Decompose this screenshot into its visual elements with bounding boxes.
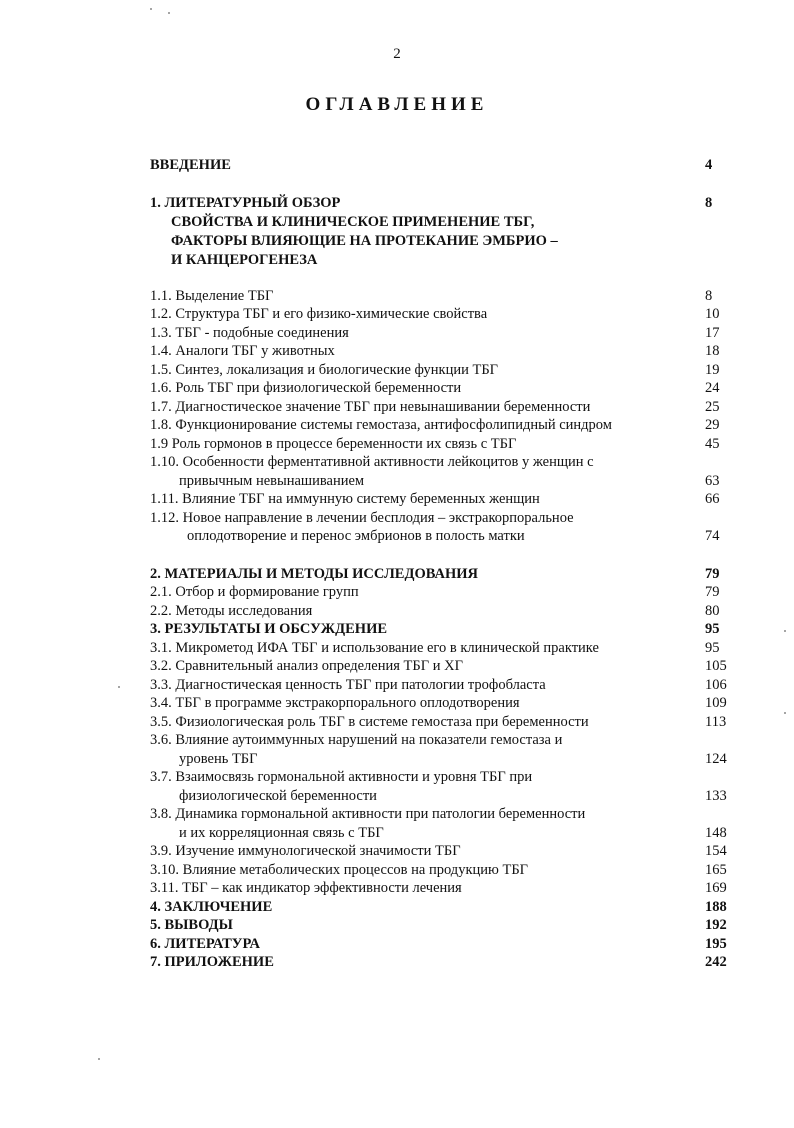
toc-entry-page: 63 xyxy=(705,473,720,489)
toc-entry-page: 4 xyxy=(705,157,713,173)
toc-entry-text: и их корреляционная связь с ТБГ xyxy=(179,825,384,841)
toc-entry-text: 1.7. Диагностическое значение ТБГ при невынашивании беременности xyxy=(150,399,591,415)
toc-entry-text: 1.10. Особенности ферментативной активности лейкоцитов у женщин с xyxy=(150,454,594,470)
toc-entry-page: 19 xyxy=(705,362,720,378)
toc-entry-text: 4. ЗАКЛЮЧЕНИЕ xyxy=(150,899,273,915)
toc-entry-text: 3.3. Диагностическая ценность ТБГ при патологии трофобласта xyxy=(150,677,546,693)
toc-entry-page: 154 xyxy=(705,843,727,859)
toc-entry-text: 1.4. Аналоги ТБГ у животных xyxy=(150,343,335,359)
toc-entry-page: 80 xyxy=(705,603,720,619)
toc-entry-page: 45 xyxy=(705,436,720,452)
toc-entry-page: 188 xyxy=(705,899,727,915)
toc-entry-page: 24 xyxy=(705,380,720,396)
toc-entry-page: 74 xyxy=(705,528,720,544)
toc-entry-text: 7. ПРИЛОЖЕНИЕ xyxy=(150,954,274,970)
toc-entry-page: 25 xyxy=(705,399,720,415)
toc-entry-page: 95 xyxy=(705,621,720,637)
toc-entry-text: 3.8. Динамика гормональной активности при патологии беременности xyxy=(150,806,586,822)
toc-entry-text: ВВЕДЕНИЕ xyxy=(150,157,231,173)
toc-entry-text: И КАНЦЕРОГЕНЕЗА xyxy=(171,252,318,268)
toc-entry-text: оплодотворение и перенос эмбрионов в полость матки xyxy=(187,528,525,544)
toc-entry-page: 8 xyxy=(705,195,713,211)
toc-entry-text: 1.12. Новое направление в лечении бесплодия – экстракорпоральное xyxy=(150,510,574,526)
toc-entry-page: 66 xyxy=(705,491,720,507)
toc-entry-page: 133 xyxy=(705,788,727,804)
toc-entry-text: ФАКТОРЫ ВЛИЯЮЩИЕ НА ПРОТЕКАНИЕ ЭМБРИО – xyxy=(171,233,558,249)
toc-entry-page: 29 xyxy=(705,417,720,433)
scan-speck xyxy=(784,712,786,714)
toc-entry-text: 3.2. Сравнительный анализ определения ТБГ и ХГ xyxy=(150,658,463,674)
page-number: 2 xyxy=(393,46,401,62)
toc-entry-page: 18 xyxy=(705,343,720,359)
toc-entry-text: 1.2. Структура ТБГ и его физико-химические свойства xyxy=(150,306,488,322)
toc-entry-text: 3.7. Взаимосвязь гормональной активности и уровня ТБГ при xyxy=(150,769,533,785)
toc-entry-text: 3.6. Влияние аутоиммунных нарушений на показатели гемостаза и xyxy=(150,732,563,748)
toc-entry-text: уровень ТБГ xyxy=(179,751,258,767)
scan-speck xyxy=(118,686,120,688)
scan-speck xyxy=(98,1058,100,1060)
toc-entry-page: 106 xyxy=(705,677,727,693)
toc-entry-text: 2.2. Методы исследования xyxy=(150,603,313,619)
toc-entry-text: СВОЙСТВА И КЛИНИЧЕСКОЕ ПРИМЕНЕНИЕ ТБГ, xyxy=(171,214,535,230)
toc-entry-text: 1.11. Влияние ТБГ на иммунную систему беременных женщин xyxy=(150,491,540,507)
toc-entry-text: привычным невынашиванием xyxy=(179,473,365,489)
toc-entry-page: 79 xyxy=(705,584,720,600)
toc-entry-page: 95 xyxy=(705,640,720,656)
toc-entry-text: 3.4. ТБГ в программе экстракорпорального оплодотворения xyxy=(150,695,520,711)
toc-entry-text: 1.9 Роль гормонов в процессе беременности их связь с ТБГ xyxy=(150,436,517,452)
scan-speck xyxy=(784,630,786,632)
toc-entry-page: 242 xyxy=(705,954,727,970)
scan-speck xyxy=(150,8,152,10)
toc-entry-text: 1.3. ТБГ - подобные соединения xyxy=(150,325,349,341)
toc-entry-text: 1.8. Функционирование системы гемостаза, антифосфолипидный синдром xyxy=(150,417,612,433)
toc-entry-text: 3.1. Микрометод ИФА ТБГ и использование его в клинической практике xyxy=(150,640,599,656)
toc-entry-text: 3.5. Физиологическая роль ТБГ в системе гемостаза при беременности xyxy=(150,714,589,730)
toc-entry-text: 5. ВЫВОДЫ xyxy=(150,917,233,933)
toc-entry-text: 6. ЛИТЕРАТУРА xyxy=(150,936,260,952)
toc-entry-text: физиологической беременности xyxy=(179,788,377,804)
toc-entry-text: 1.5. Синтез, локализация и биологические функции ТБГ xyxy=(150,362,499,378)
toc-entry-text: 1. ЛИТЕРАТУРНЫЙ ОБЗОР xyxy=(150,195,341,211)
toc-entry-page: 124 xyxy=(705,751,727,767)
toc-entry-page: 10 xyxy=(705,306,720,322)
toc-entry-text: 3. РЕЗУЛЬТАТЫ И ОБСУЖДЕНИЕ xyxy=(150,621,388,637)
toc-entry-text: 1.6. Роль ТБГ при физиологической беременности xyxy=(150,380,462,396)
toc-entry-text: 2.1. Отбор и формирование групп xyxy=(150,584,359,600)
toc-entry-page: 8 xyxy=(705,288,713,304)
toc-entry-page: 79 xyxy=(705,566,720,582)
toc-entry-page: 109 xyxy=(705,695,727,711)
toc-entry-page: 17 xyxy=(705,325,720,341)
toc-entry-text: 1.1. Выделение ТБГ xyxy=(150,288,274,304)
toc-entry-page: 165 xyxy=(705,862,727,878)
page-title: ОГЛАВЛЕНИЕ xyxy=(305,94,489,115)
toc-entry-text: 3.11. ТБГ – как индикатор эффективности лечения xyxy=(150,880,462,896)
toc-entry-page: 169 xyxy=(705,880,727,896)
toc-entry-page: 105 xyxy=(705,658,727,674)
toc-entry-text: 3.10. Влияние метаболических процессов на продукцию ТБГ xyxy=(150,862,529,878)
toc-entry-page: 148 xyxy=(705,825,727,841)
toc-entry-text: 2. МАТЕРИАЛЫ И МЕТОДЫ ИССЛЕДОВАНИЯ xyxy=(150,566,478,582)
scan-speck xyxy=(168,12,170,14)
toc-entry-page: 195 xyxy=(705,936,727,952)
toc-entry-page: 192 xyxy=(705,917,727,933)
toc-entry-page: 113 xyxy=(705,714,727,730)
toc-entry-text: 3.9. Изучение иммунологической значимости ТБГ xyxy=(150,843,461,859)
